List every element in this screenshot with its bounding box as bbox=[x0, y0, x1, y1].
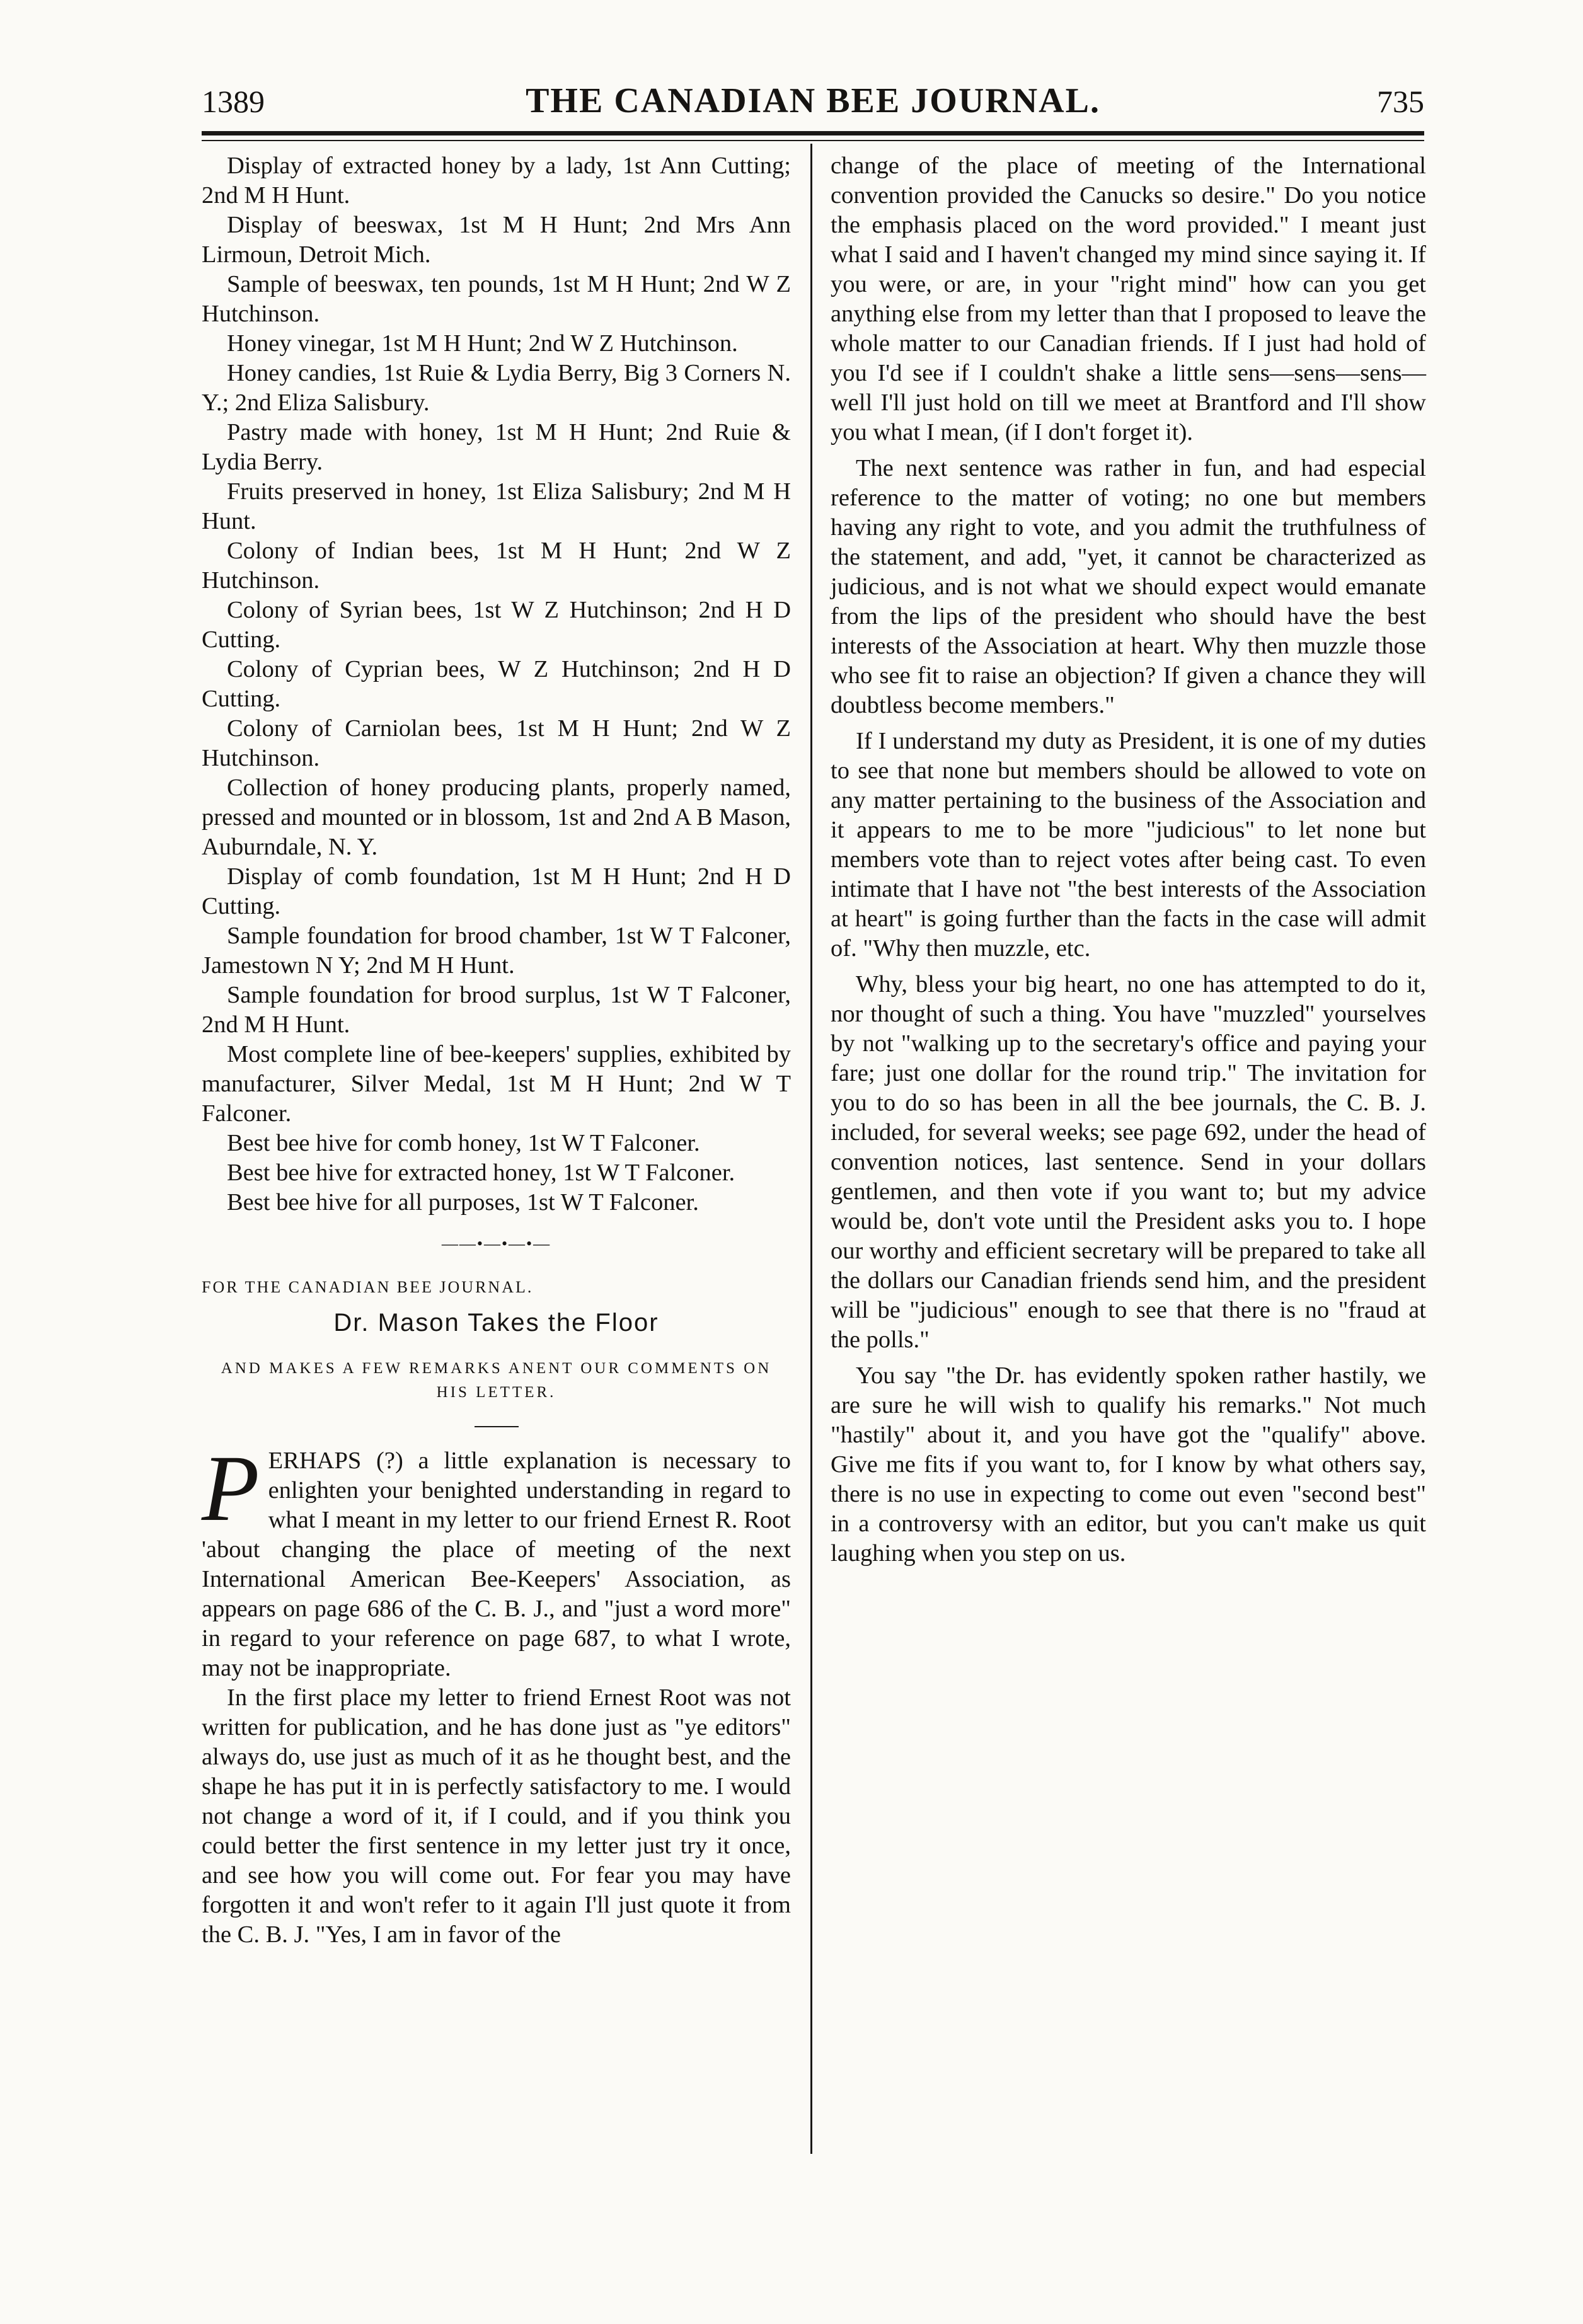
article-paragraph: change of the place of meeting of the International convention provided the Canucks so desire." Do you notice the emphasis placed on the word provided." I meant just what I said and I haven't changed my mind since saying it. If you were, or are, in your "right mind" how can you get anything else from my letter than that I proposed to leave the whole matter to our Canadian friends. If I just had hold of you I'd see if I couldn't shake a little sens—sens—sens—well I'll just hold on till we meet at Brantford and I'll show you what I mean, (if I don't forget it). bbox=[831, 152, 1426, 446]
column-divider bbox=[810, 144, 812, 2154]
prize-entry: Honey vinegar, 1st M H Hunt; 2nd W Z Hutchinson. bbox=[227, 330, 738, 357]
article-paragraph: If I understand my duty as President, it is one of my duties to see that none but members should be allowed to vote on any matter pertaining to the business of the Association and it appears to me to be more "judicious" to let none but members vote than to reject votes after being cast. To even intimate that I have not "the best interests of the Association at heart" is going further than the facts in the case will admit of. "Why then muzzle, etc. bbox=[831, 728, 1426, 962]
prize-entry: Best bee hive for comb honey, 1st W T Falconer. bbox=[227, 1130, 700, 1156]
prize-entry: Display of extracted honey by a lady, 1st Ann Cutting; 2nd M H Hunt. bbox=[202, 152, 791, 209]
journal-title: THE CANADIAN BEE JOURNAL. bbox=[526, 81, 1100, 120]
prize-entry: Display of beeswax, 1st M H Hunt; 2nd Mrs Ann Lirmoun, Detroit Mich. bbox=[202, 212, 791, 268]
article-title: Dr. Mason Takes the Floor bbox=[333, 1309, 659, 1337]
prize-list bbox=[202, 151, 791, 1217]
article-paragraph: You say "the Dr. has evidently spoken rather hastily, we are sure he will wish to qualify his remarks." Not much "hastily" about it, and you have got the "qualify" above. Give me fits if you want to, for I know by what others say, there is no use in expecting to come out even "second best" in a controversy with an editor, but you can't make us quit laughing when you step on us. bbox=[831, 1362, 1426, 1567]
prize-entry: Display of comb foundation, 1st M H Hunt; 2nd H D Cutting. bbox=[202, 863, 791, 919]
first-paragraph-text: ERHAPS (?) a little explanation is necessary to enlighten your benighted understanding in regard to what I meant in my letter to our friend Ernest R. Root 'about changing the place of meeting of the next International American Bee-Keepers' Association, as appears on page 686 of the C. B. J., and "just a word more" in regard to your reference on page 687, to what I wrote, may not be inappropriate. bbox=[202, 1447, 791, 1681]
prize-entry: Sample foundation for brood surplus, 1st W T Falconer, 2nd M H Hunt. bbox=[202, 982, 791, 1038]
drop-cap: P bbox=[202, 1436, 260, 1541]
page-number: 735 bbox=[1377, 84, 1424, 119]
article-credit: FOR THE CANADIAN BEE JOURNAL. bbox=[202, 1278, 534, 1296]
header-rule-thin bbox=[202, 140, 1424, 141]
prize-entry: Colony of Syrian bees, 1st W Z Hutchinson; 2nd H D Cutting. bbox=[202, 597, 791, 653]
header-year: 1389 bbox=[202, 84, 265, 119]
prize-entry: Fruits preserved in honey, 1st Eliza Salisbury; 2nd M H Hunt. bbox=[202, 478, 791, 534]
page-header bbox=[202, 69, 1424, 126]
prize-entry: Colony of Cyprian bees, W Z Hutchinson; 2nd H D Cutting. bbox=[202, 656, 791, 712]
prize-entry: Best bee hive for extracted honey, 1st W T Falconer. bbox=[227, 1159, 735, 1186]
right-column bbox=[831, 151, 1426, 1575]
article-paragraph bbox=[202, 1436, 791, 1683]
header-rule-thick bbox=[202, 131, 1424, 135]
prize-entry: Colony of Carniolan bees, 1st M H Hunt; 2nd W Z Hutchinson. bbox=[202, 715, 791, 771]
prize-entry: Colony of Indian bees, 1st M H Hunt; 2nd W Z Hutchinson. bbox=[202, 538, 791, 594]
prize-entry: Best bee hive for all purposes, 1st W T Falconer. bbox=[227, 1189, 699, 1216]
left-column bbox=[202, 151, 791, 1950]
article-paragraph: In the first place my letter to friend Ernest Root was not written for publication, and he has done just as "ye editors" always do, use just as much of it as he thought best, and the shape he has put it in is perfectly satisfactory to me. I would not change a word of it, if I could, and if you think you could better the first sentence in my letter just try it once, and see how you will come out. For fear you may have forgotten it and won't refer to it again I'll just quote it from the C. B. J. "Yes, I am in favor of the bbox=[202, 1684, 791, 1948]
section-ornament: ——•—•—•— bbox=[441, 1234, 551, 1253]
article-paragraph: Why, bless your big heart, no one has attempted to do it, nor thought of such a thing. You have "muzzled" yourselves by not "walking up to the secretary's office and paying your fare; just one dollar for the round trip." The invitation for you to do so has been in all the bee journals, the C. B. J. included, for several weeks; see page 692, under the head of convention notices, last sentence. Send in your dollars gentlemen, and then vote if you want to; but my advice would be, don't vote until the President asks you to. I hope our worthy and efficient secretary will be prepared to take all the dollars our Canadian friends send him, and the president will be "judicious" enough to see that there is no "fraud at the polls." bbox=[831, 971, 1426, 1353]
subtitle-rule bbox=[475, 1426, 519, 1427]
article-paragraph: The next sentence was rather in fun, and had especial reference to the matter of voting; no one but members having any right to vote, and you admit the truthfulness of the statement, and add, "yet, it cannot be characterized as judicious, and is not what we should expect would emanate from the lips of the president who should have the best interests of the Association at heart. Why then muzzle those who see fit to raise an objection? If given a chance they will doubtless become members." bbox=[831, 455, 1426, 718]
prize-entry: Honey candies, 1st Ruie & Lydia Berry, Big 3 Corners N. Y.; 2nd Eliza Salisbury. bbox=[202, 360, 791, 416]
article-body-left bbox=[202, 1436, 791, 1950]
prize-entry: Collection of honey producing plants, properly named, pressed and mounted or in blossom, 1st and 2nd A B Mason, Auburndale, N. Y. bbox=[202, 774, 791, 860]
prize-entry: Most complete line of bee-keepers' supplies, exhibited by manufacturer, Silver Medal, 1st M H Hunt; 2nd W T Falconer. bbox=[202, 1041, 791, 1127]
prize-entry: Sample foundation for brood chamber, 1st W T Falconer, Jamestown N Y; 2nd M H Hunt. bbox=[202, 923, 791, 979]
article-subtitle: AND MAKES A FEW REMARKS ANENT OUR COMMENTS ON HIS LETTER. bbox=[221, 1360, 772, 1401]
prize-entry: Sample of beeswax, ten pounds, 1st M H Hunt; 2nd W Z Hutchinson. bbox=[202, 271, 791, 327]
prize-entry: Pastry made with honey, 1st M H Hunt; 2nd Ruie & Lydia Berry. bbox=[202, 419, 791, 475]
